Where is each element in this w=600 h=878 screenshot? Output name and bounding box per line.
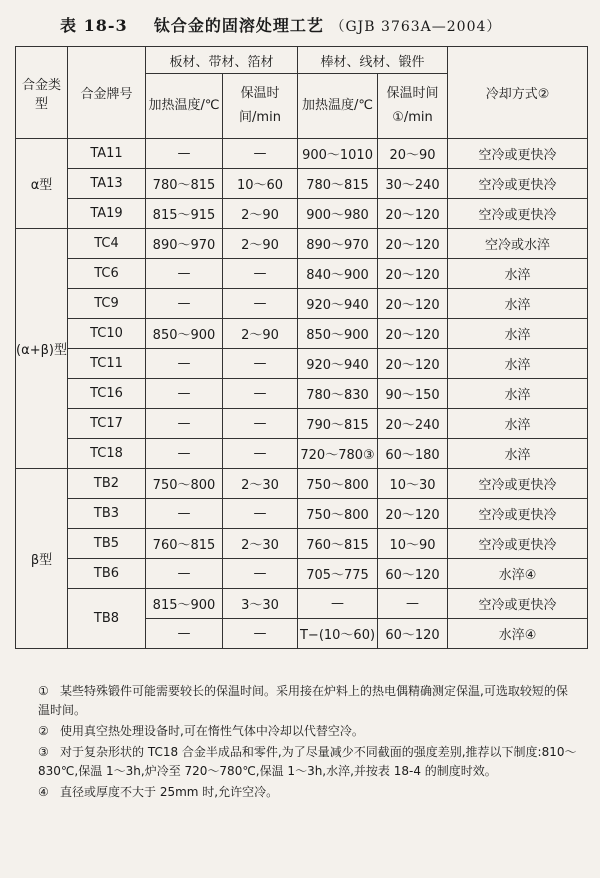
header-plate-time: 保温时间/min xyxy=(223,74,298,139)
footnotes xyxy=(38,682,578,804)
header-alloy-type: 合金类型 xyxy=(16,47,68,139)
footnote-number: ④ xyxy=(38,785,49,799)
table-row xyxy=(16,439,588,469)
cell-plate-temp: 760～815 xyxy=(146,529,223,559)
cell-plate-time: — xyxy=(223,619,298,649)
table-row xyxy=(16,409,588,439)
cell-alloy-grade: TC4 xyxy=(68,229,146,259)
cell-bar-temp: 720～780③ xyxy=(298,439,378,469)
cell-plate-temp: — xyxy=(146,349,223,379)
cell-bar-time: 20～120 xyxy=(378,229,448,259)
cell-bar-temp: 890～970 xyxy=(298,229,378,259)
cell-plate-temp: — xyxy=(146,259,223,289)
table-title-text: 钛合金的固溶处理工艺 xyxy=(153,16,324,35)
header-plate-group: 板材、带材、箔材 xyxy=(146,47,298,74)
cell-cooling: 空冷或更快冷 xyxy=(448,469,588,499)
cell-bar-temp: 920～940 xyxy=(298,349,378,379)
footnote-text: 对于复杂形状的 TC18 合金半成品和零件,为了尽量减少不同截面的强度差别,推荐以下制度:810～830℃,保温 1～3h,炉冷至 720～780℃,保温 1～3h,水淬,并按表 18-4 的制度时效。 xyxy=(38,745,577,778)
cell-plate-time: — xyxy=(223,559,298,589)
cell-alloy-grade: TB6 xyxy=(68,559,146,589)
cell-plate-time: — xyxy=(223,289,298,319)
table-row xyxy=(16,529,588,559)
cell-plate-temp: — xyxy=(146,139,223,169)
table-row xyxy=(16,469,588,499)
cell-plate-temp: — xyxy=(146,379,223,409)
cell-bar-time: 20～120 xyxy=(378,259,448,289)
cell-plate-time: 2～30 xyxy=(223,529,298,559)
cell-alloy-grade: TC16 xyxy=(68,379,146,409)
cell-alloy-grade: TC11 xyxy=(68,349,146,379)
cell-alloy-grade: TC18 xyxy=(68,439,146,469)
cell-plate-temp: 750～800 xyxy=(146,469,223,499)
cell-bar-temp: 900～980 xyxy=(298,199,378,229)
cell-plate-time: 2～90 xyxy=(223,319,298,349)
cell-alloy-type: (α+β)型 xyxy=(16,229,68,469)
table-row xyxy=(16,199,588,229)
cell-bar-time: 20～240 xyxy=(378,409,448,439)
table-row xyxy=(16,349,588,379)
cell-plate-temp: — xyxy=(146,559,223,589)
cell-alloy-grade: TB8 xyxy=(68,589,146,649)
cell-bar-temp: 780～815 xyxy=(298,169,378,199)
cell-cooling: 水淬 xyxy=(448,379,588,409)
cell-cooling: 水淬 xyxy=(448,289,588,319)
cell-plate-temp: — xyxy=(146,289,223,319)
cell-bar-time: 10～90 xyxy=(378,529,448,559)
cell-bar-time: 90～150 xyxy=(378,379,448,409)
header-bar-time: 保温时间①/min xyxy=(378,74,448,139)
cell-alloy-type: β型 xyxy=(16,469,68,649)
table-standard: （GJB 3763A—2004） xyxy=(330,19,502,35)
cell-plate-time: 2～30 xyxy=(223,469,298,499)
cell-plate-time: — xyxy=(223,349,298,379)
cell-bar-temp: 705～775 xyxy=(298,559,378,589)
table-row xyxy=(16,319,588,349)
cell-plate-temp: — xyxy=(146,439,223,469)
header-bar-temp: 加热温度/℃ xyxy=(298,74,378,139)
cell-plate-temp: 850～900 xyxy=(146,319,223,349)
cell-alloy-grade: TC6 xyxy=(68,259,146,289)
table-number: 表 18-3 xyxy=(60,16,128,35)
footnote-number: ② xyxy=(38,724,49,738)
cell-bar-temp: — xyxy=(298,589,378,619)
cell-plate-temp: 815～915 xyxy=(146,199,223,229)
cell-bar-time: 30～240 xyxy=(378,169,448,199)
cell-cooling: 水淬 xyxy=(448,259,588,289)
cell-cooling: 空冷或水淬 xyxy=(448,229,588,259)
cell-cooling: 水淬④ xyxy=(448,559,588,589)
cell-alloy-grade: TC10 xyxy=(68,319,146,349)
footnote xyxy=(38,743,578,781)
footnote xyxy=(38,783,578,802)
cell-alloy-grade: TC17 xyxy=(68,409,146,439)
cell-cooling: 水淬 xyxy=(448,349,588,379)
cell-plate-time: — xyxy=(223,139,298,169)
cell-cooling: 空冷或更快冷 xyxy=(448,589,588,619)
header-bar-group: 棒材、线材、锻件 xyxy=(298,47,448,74)
table-row xyxy=(16,259,588,289)
cell-alloy-type: α型 xyxy=(16,139,68,229)
cell-bar-temp: 790～815 xyxy=(298,409,378,439)
cell-bar-temp: 920～940 xyxy=(298,289,378,319)
cell-cooling: 水淬④ xyxy=(448,619,588,649)
header-alloy-grade: 合金牌号 xyxy=(68,47,146,139)
cell-plate-temp: 815～900 xyxy=(146,589,223,619)
cell-cooling: 空冷或更快冷 xyxy=(448,169,588,199)
cell-bar-temp: 900～1010 xyxy=(298,139,378,169)
cell-bar-time: 60～120 xyxy=(378,559,448,589)
cell-bar-time: 20～120 xyxy=(378,499,448,529)
cell-plate-time: — xyxy=(223,259,298,289)
cell-plate-temp: — xyxy=(146,499,223,529)
cell-bar-time: 20～120 xyxy=(378,199,448,229)
table-row xyxy=(16,229,588,259)
cell-plate-time: — xyxy=(223,409,298,439)
cell-plate-temp: 780～815 xyxy=(146,169,223,199)
cell-plate-time: — xyxy=(223,379,298,409)
table-title xyxy=(60,13,580,36)
table-body xyxy=(16,139,588,649)
cell-plate-time: 2～90 xyxy=(223,199,298,229)
cell-bar-temp: 840～900 xyxy=(298,259,378,289)
cell-plate-time: 3～30 xyxy=(223,589,298,619)
footnote-text: 某些特殊锻件可能需要较长的保温时间。采用接在炉料上的热电偶精确测定保温,可选取较短的保温时间。 xyxy=(38,684,568,717)
cell-plate-time: — xyxy=(223,499,298,529)
header-cooling: 冷却方式② xyxy=(448,47,588,139)
cell-alloy-grade: TC9 xyxy=(68,289,146,319)
cell-bar-temp: 850～900 xyxy=(298,319,378,349)
table-row xyxy=(16,169,588,199)
table-row xyxy=(16,559,588,589)
cell-bar-time: 20～90 xyxy=(378,139,448,169)
cell-bar-temp: T−(10～60) xyxy=(298,619,378,649)
cell-bar-time: 60～120 xyxy=(378,619,448,649)
cell-cooling: 水淬 xyxy=(448,409,588,439)
cell-alloy-grade: TA13 xyxy=(68,169,146,199)
cell-bar-temp: 760～815 xyxy=(298,529,378,559)
header-plate-temp: 加热温度/℃ xyxy=(146,74,223,139)
table-row xyxy=(16,589,588,619)
cell-plate-time: 2～90 xyxy=(223,229,298,259)
cell-cooling: 空冷或更快冷 xyxy=(448,529,588,559)
cell-cooling: 空冷或更快冷 xyxy=(448,199,588,229)
solution-treatment-table xyxy=(15,46,588,649)
cell-cooling: 空冷或更快冷 xyxy=(448,499,588,529)
cell-bar-temp: 780～830 xyxy=(298,379,378,409)
cell-cooling: 空冷或更快冷 xyxy=(448,139,588,169)
cell-alloy-grade: TA11 xyxy=(68,139,146,169)
cell-bar-time: 20～120 xyxy=(378,289,448,319)
table-row xyxy=(16,139,588,169)
cell-bar-time: 20～120 xyxy=(378,349,448,379)
footnote-text: 使用真空热处理设备时,可在惰性气体中冷却以代替空冷。 xyxy=(60,724,364,738)
cell-bar-time: — xyxy=(378,589,448,619)
footnote xyxy=(38,722,578,741)
cell-bar-temp: 750～800 xyxy=(298,499,378,529)
table-row xyxy=(16,289,588,319)
cell-alloy-grade: TA19 xyxy=(68,199,146,229)
cell-alloy-grade: TB2 xyxy=(68,469,146,499)
cell-plate-temp: — xyxy=(146,619,223,649)
cell-plate-temp: — xyxy=(146,409,223,439)
cell-alloy-grade: TB5 xyxy=(68,529,146,559)
cell-plate-temp: 890～970 xyxy=(146,229,223,259)
cell-bar-time: 10～30 xyxy=(378,469,448,499)
table-row xyxy=(16,499,588,529)
footnote-number: ③ xyxy=(38,745,49,759)
table-row xyxy=(16,379,588,409)
footnote xyxy=(38,682,578,720)
cell-bar-time: 20～120 xyxy=(378,319,448,349)
cell-cooling: 水淬 xyxy=(448,319,588,349)
footnote-number: ① xyxy=(38,684,49,698)
cell-plate-time: 10～60 xyxy=(223,169,298,199)
footnote-text: 直径或厚度不大于 25mm 时,允许空冷。 xyxy=(60,785,279,799)
cell-alloy-grade: TB3 xyxy=(68,499,146,529)
cell-bar-temp: 750～800 xyxy=(298,469,378,499)
cell-cooling: 水淬 xyxy=(448,439,588,469)
cell-bar-time: 60～180 xyxy=(378,439,448,469)
cell-plate-time: — xyxy=(223,439,298,469)
